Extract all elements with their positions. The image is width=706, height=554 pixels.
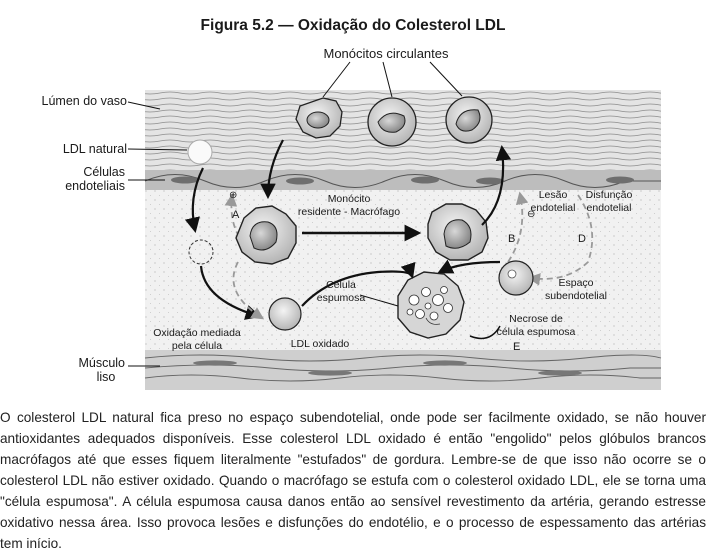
label-musculo-1: Músculo <box>78 356 125 370</box>
ldl-oxidized-particle <box>269 298 301 330</box>
label-ldl-oxidado: LDL oxidado <box>290 338 350 350</box>
label-ldl-natural: LDL natural <box>62 142 127 156</box>
label-lumen: Lúmen do vaso <box>41 94 127 108</box>
label-espaco-1: Espaço <box>558 277 594 289</box>
label-celula-2: espumosa <box>316 292 366 304</box>
label-lesao-2: endotelial <box>530 202 576 214</box>
label-disfuncao-2: endotelial <box>586 202 632 214</box>
minus-sign: ⊖ <box>527 209 536 220</box>
monocyte-3 <box>446 97 492 143</box>
monocyte-2 <box>368 98 416 146</box>
ldl-natural-particle <box>188 140 212 164</box>
label-b: B <box>508 233 516 245</box>
label-e: E <box>513 341 521 353</box>
label-necrose-2: célula espumosa <box>496 326 576 338</box>
label-necrose-1: Necrose de <box>509 313 563 325</box>
subendothelial-space <box>145 190 661 350</box>
label-d: D <box>578 233 586 245</box>
caption-paragraph: O colesterol LDL natural fica preso no espaço subendotelial, onde pode ser facilmente oxidado, se não houver antioxidantes adequados disponíveis. Esse colesterol LDL oxidado é então "engolido" pelos glóbulos brancos macrófagos até que esses fiquem literalmente "estufados" de gordura. Lembre-se de que isso não ocorre se o colesterol LDL não estiver oxidado. Quando o macrófago se estufa com o colesterol oxidado LDL, ele se torna uma "célula espumosa". A célula espumosa causa danos então ao sensível revestimento da artéria, gerando estresse oxidativo nessa área. Isso provoca lesões e disfunções do endotélio, e o processo de espessamento das artérias tem início. <box>0 410 706 551</box>
label-disfuncao-1: Disfunção <box>585 189 633 201</box>
lipid-laden-cell <box>499 261 533 295</box>
label-celula-1: Célula <box>326 279 356 291</box>
label-a: A <box>232 209 240 221</box>
label-oxidacao-1: Oxidação mediada <box>153 327 241 339</box>
smooth-muscle-band <box>145 350 661 390</box>
label-espaco-2: subendotelial <box>545 290 607 302</box>
label-lesao-1: Lesão <box>538 189 568 201</box>
label-monocito-1: Monócito <box>327 193 371 205</box>
plus-sign: ⊕ <box>229 190 238 201</box>
label-oxidacao-2: pela célula <box>171 340 223 352</box>
label-monocitos: Monócitos circulantes <box>323 46 449 61</box>
label-monocito-2: residente - Macrófago <box>297 206 401 218</box>
label-celulas-1: Células <box>83 165 125 179</box>
label-musculo-2: liso <box>96 370 116 384</box>
figure-title: Figura 5.2 — Oxidação do Colesterol LDL <box>200 17 506 34</box>
label-celulas-2: endoteliais <box>65 179 125 193</box>
